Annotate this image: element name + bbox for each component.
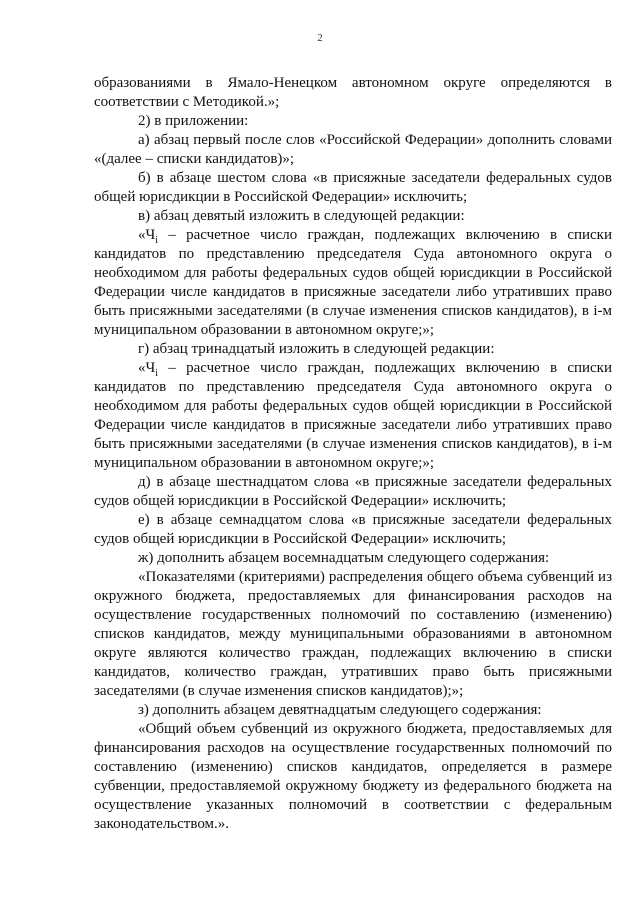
paragraph-item-z: з) дополнить абзацем девятнадцатым следующего содержания: — [138, 702, 542, 718]
formula-subscript: i — [155, 235, 159, 246]
paragraph-item-d: д) в абзаце шестнадцатом слова «в присяжные заседатели федеральных судов общей юрисдикции в Российской Федерации» исключить; — [94, 474, 612, 509]
formula-symbol: «Ч — [138, 227, 156, 243]
paragraph-item-e: е) в абзаце семнадцатом слова «в присяжные заседатели федеральных судов общей юрисдикции в Российской Федерации» исключить; — [94, 512, 612, 547]
paragraph-item-2: 2) в приложении: — [138, 113, 249, 129]
formula-definition: – расчетное число граждан, подлежащих включению в списки кандидатов по представлению председателя Суда автономного округа о необходимом для работы федеральных судов общей юрисдикции в Российской Федерации числе кандидатов в присяжные заседатели либо утративших право быть присяжными заседателями (в случае изменения списков кандидатов), в i-м муниципальном образовании в автономном округе;»; — [94, 360, 612, 471]
document-body — [94, 74, 612, 834]
paragraph-item-zh: ж) дополнить абзацем восемнадцатым следующего содержания: — [138, 550, 550, 566]
paragraph-continuation: образованиями в Ямало-Ненецком автономном округе определяются в соответствии с Методикой.»; — [94, 75, 612, 110]
formula-symbol: «Ч — [138, 360, 156, 376]
page-number: 2 — [317, 32, 323, 44]
paragraph-item-b: б) в абзаце шестом слова «в присяжные заседатели федеральных судов общей юрисдикции в Российской Федерации» исключить; — [94, 170, 612, 205]
formula-subscript: i — [155, 368, 159, 379]
paragraph-formula-2 — [94, 359, 612, 473]
paragraph-quote-1: «Показателями (критериями) распределения общего объема субвенций из окружного бюджета, предоставляемых для финансирования расходов на осуществление государственных полномочий по составлению (изменению) списков кандидатов, между муниципальными образованиями в автономном округе являются количество граждан, подлежащих включению в списки кандидатов, количество граждан, утративших право быть присяжными заседателями (в случае изменения списков кандидатов);»; — [94, 569, 612, 699]
paragraph-item-g: г) абзац тринадцатый изложить в следующей редакции: — [138, 341, 495, 357]
paragraph-formula-1 — [94, 226, 612, 340]
formula-definition: – расчетное число граждан, подлежащих включению в списки кандидатов по представлению председателя Суда автономного округа о необходимом для работы федеральных судов общей юрисдикции в Российской Федерации числе кандидатов в присяжные заседатели либо утративших право быть присяжными заседателями (в случае изменения списков кандидатов), в i-м муниципальном образовании в автономном округе;»; — [94, 227, 612, 338]
paragraph-item-v: в) абзац девятый изложить в следующей редакции: — [138, 208, 465, 224]
paragraph-quote-2: «Общий объем субвенций из окружного бюджета, предоставляемых для финансирования расходов на осуществление государственных полномочий по составлению (изменению) списков кандидатов, определяется в размере субвенции, предоставляемой окружному бюджету из федерального бюджета на осуществление указанных полномочий в соответствии с федеральным законодательством.». — [94, 721, 612, 832]
paragraph-item-a: а) абзац первый после слов «Российской Федерации» дополнить словами «(далее – списки кандидатов)»; — [94, 132, 612, 167]
